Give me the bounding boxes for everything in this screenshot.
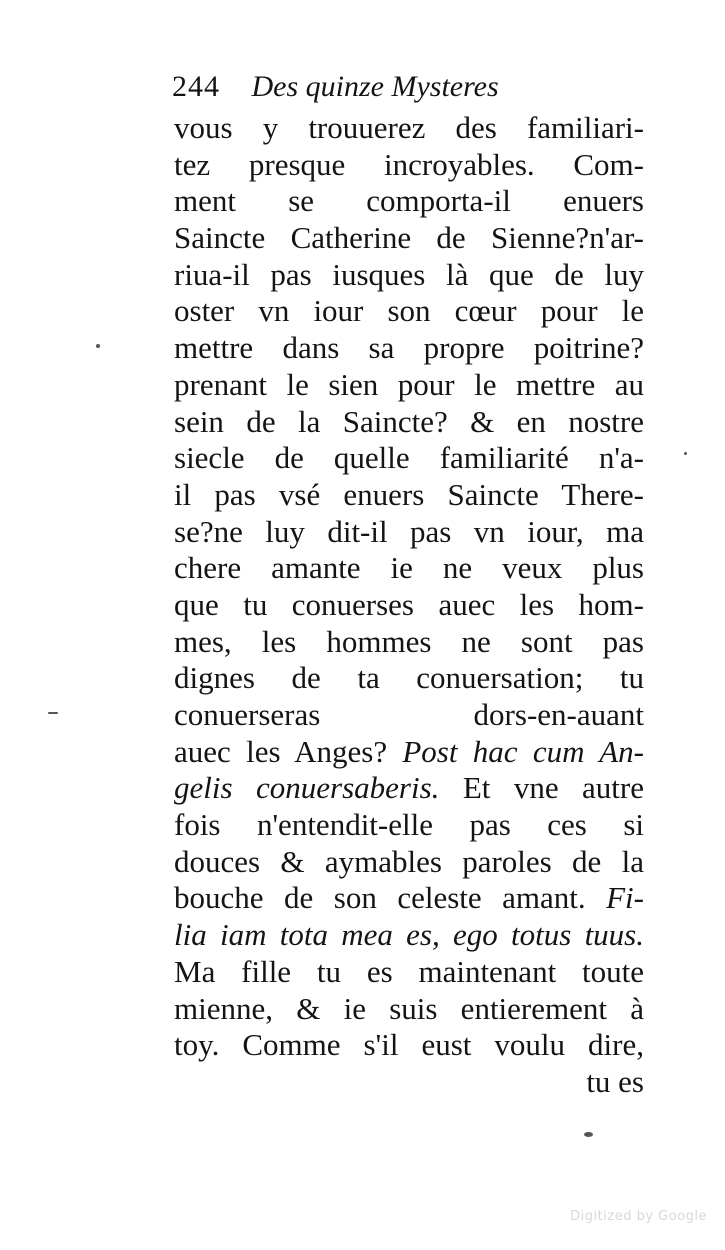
- text-line: [174, 404, 644, 441]
- text-segment: mienne, & ie suis entierement à: [174, 990, 644, 1026]
- ink-speck: [684, 452, 687, 455]
- text-line: [174, 660, 644, 697]
- text-segment: riua-il pas iusques là que de luy: [174, 256, 644, 292]
- text-line: [174, 293, 644, 330]
- text-segment: douces & aymables paroles de la: [174, 843, 644, 879]
- text-segment: ment se comporta-il enuers: [174, 183, 644, 219]
- text-segment: il pas vsé enuers Saincte There-: [174, 476, 644, 512]
- text-line: [174, 477, 644, 514]
- text-line: [174, 770, 644, 807]
- text-line: [174, 734, 644, 771]
- latin-quotation: Post hac cum An-: [402, 733, 644, 769]
- text-segment: mettre dans sa propre poitrine?: [174, 330, 644, 366]
- text-line: [174, 917, 644, 954]
- text-line: [174, 880, 644, 917]
- latin-quotation: Fi-: [606, 880, 644, 916]
- text-segment: que tu conuerses auec les hom-: [174, 586, 644, 622]
- text-line: [174, 624, 644, 661]
- text-segment: toy. Comme s'il eust voulu dire,: [174, 1027, 644, 1063]
- text-segment: vous y trouuerez des familiari-: [174, 110, 644, 145]
- text-segment: bouche de son celeste amant.: [174, 880, 607, 916]
- text-line: [174, 844, 644, 881]
- text-segment: auec les Anges?: [174, 733, 403, 769]
- ink-speck: [48, 712, 58, 714]
- text-segment: tu es: [586, 1063, 644, 1099]
- text-segment: dignes de ta conuersation; tu: [174, 660, 644, 696]
- text-line: [174, 550, 644, 587]
- watermark: Digitized by Google: [570, 1209, 707, 1224]
- text-line: [174, 110, 644, 147]
- text-segment: oster vn iour son cœur pour le: [174, 293, 644, 329]
- text-line: [174, 514, 644, 551]
- body-text: [174, 110, 654, 1101]
- latin-quotation: lia iam tota mea es, ego totus tuus.: [174, 917, 644, 953]
- text-line: [174, 257, 644, 294]
- text-line: [174, 807, 644, 844]
- text-segment: Saincte Catherine de Sienne?n'ar-: [174, 220, 644, 256]
- ink-speck: [584, 1132, 593, 1137]
- text-line: [174, 183, 644, 220]
- text-line: [174, 954, 644, 991]
- latin-quotation: gelis conuersaberis.: [174, 770, 440, 806]
- text-line: [174, 1027, 644, 1064]
- text-segment: Ma fille tu es maintenant toute: [174, 953, 644, 989]
- text-line: [174, 1064, 644, 1101]
- text-line: [174, 440, 644, 477]
- running-header: [172, 68, 592, 106]
- text-line: [174, 697, 644, 734]
- text-segment: se?ne luy dit-il pas vn iour, ma: [174, 513, 644, 549]
- text-segment: tez presque incroyables. Com-: [174, 146, 644, 182]
- text-line: [174, 367, 644, 404]
- page-number: 244: [172, 70, 220, 103]
- text-segment: conuerseras dors-en-auant: [174, 697, 644, 732]
- text-segment: Et vne autre: [439, 770, 644, 806]
- text-line: [174, 147, 644, 184]
- text-segment: mes, les hommes ne sont pas: [174, 623, 644, 659]
- text-line: [174, 220, 644, 257]
- text-segment: prenant le sien pour le mettre au: [174, 366, 644, 402]
- text-line: [174, 587, 644, 624]
- text-line: [174, 330, 644, 367]
- text-segment: fois n'entendit-elle pas ces si: [174, 807, 644, 843]
- text-line: [174, 991, 644, 1028]
- running-title: Des quinze Mysteres: [251, 70, 499, 103]
- ink-speck: [96, 344, 100, 348]
- text-segment: sein de la Saincte? & en nostre: [174, 403, 644, 439]
- text-segment: chere amante ie ne veux plus: [174, 550, 644, 586]
- text-segment: siecle de quelle familiarité n'a-: [174, 440, 644, 476]
